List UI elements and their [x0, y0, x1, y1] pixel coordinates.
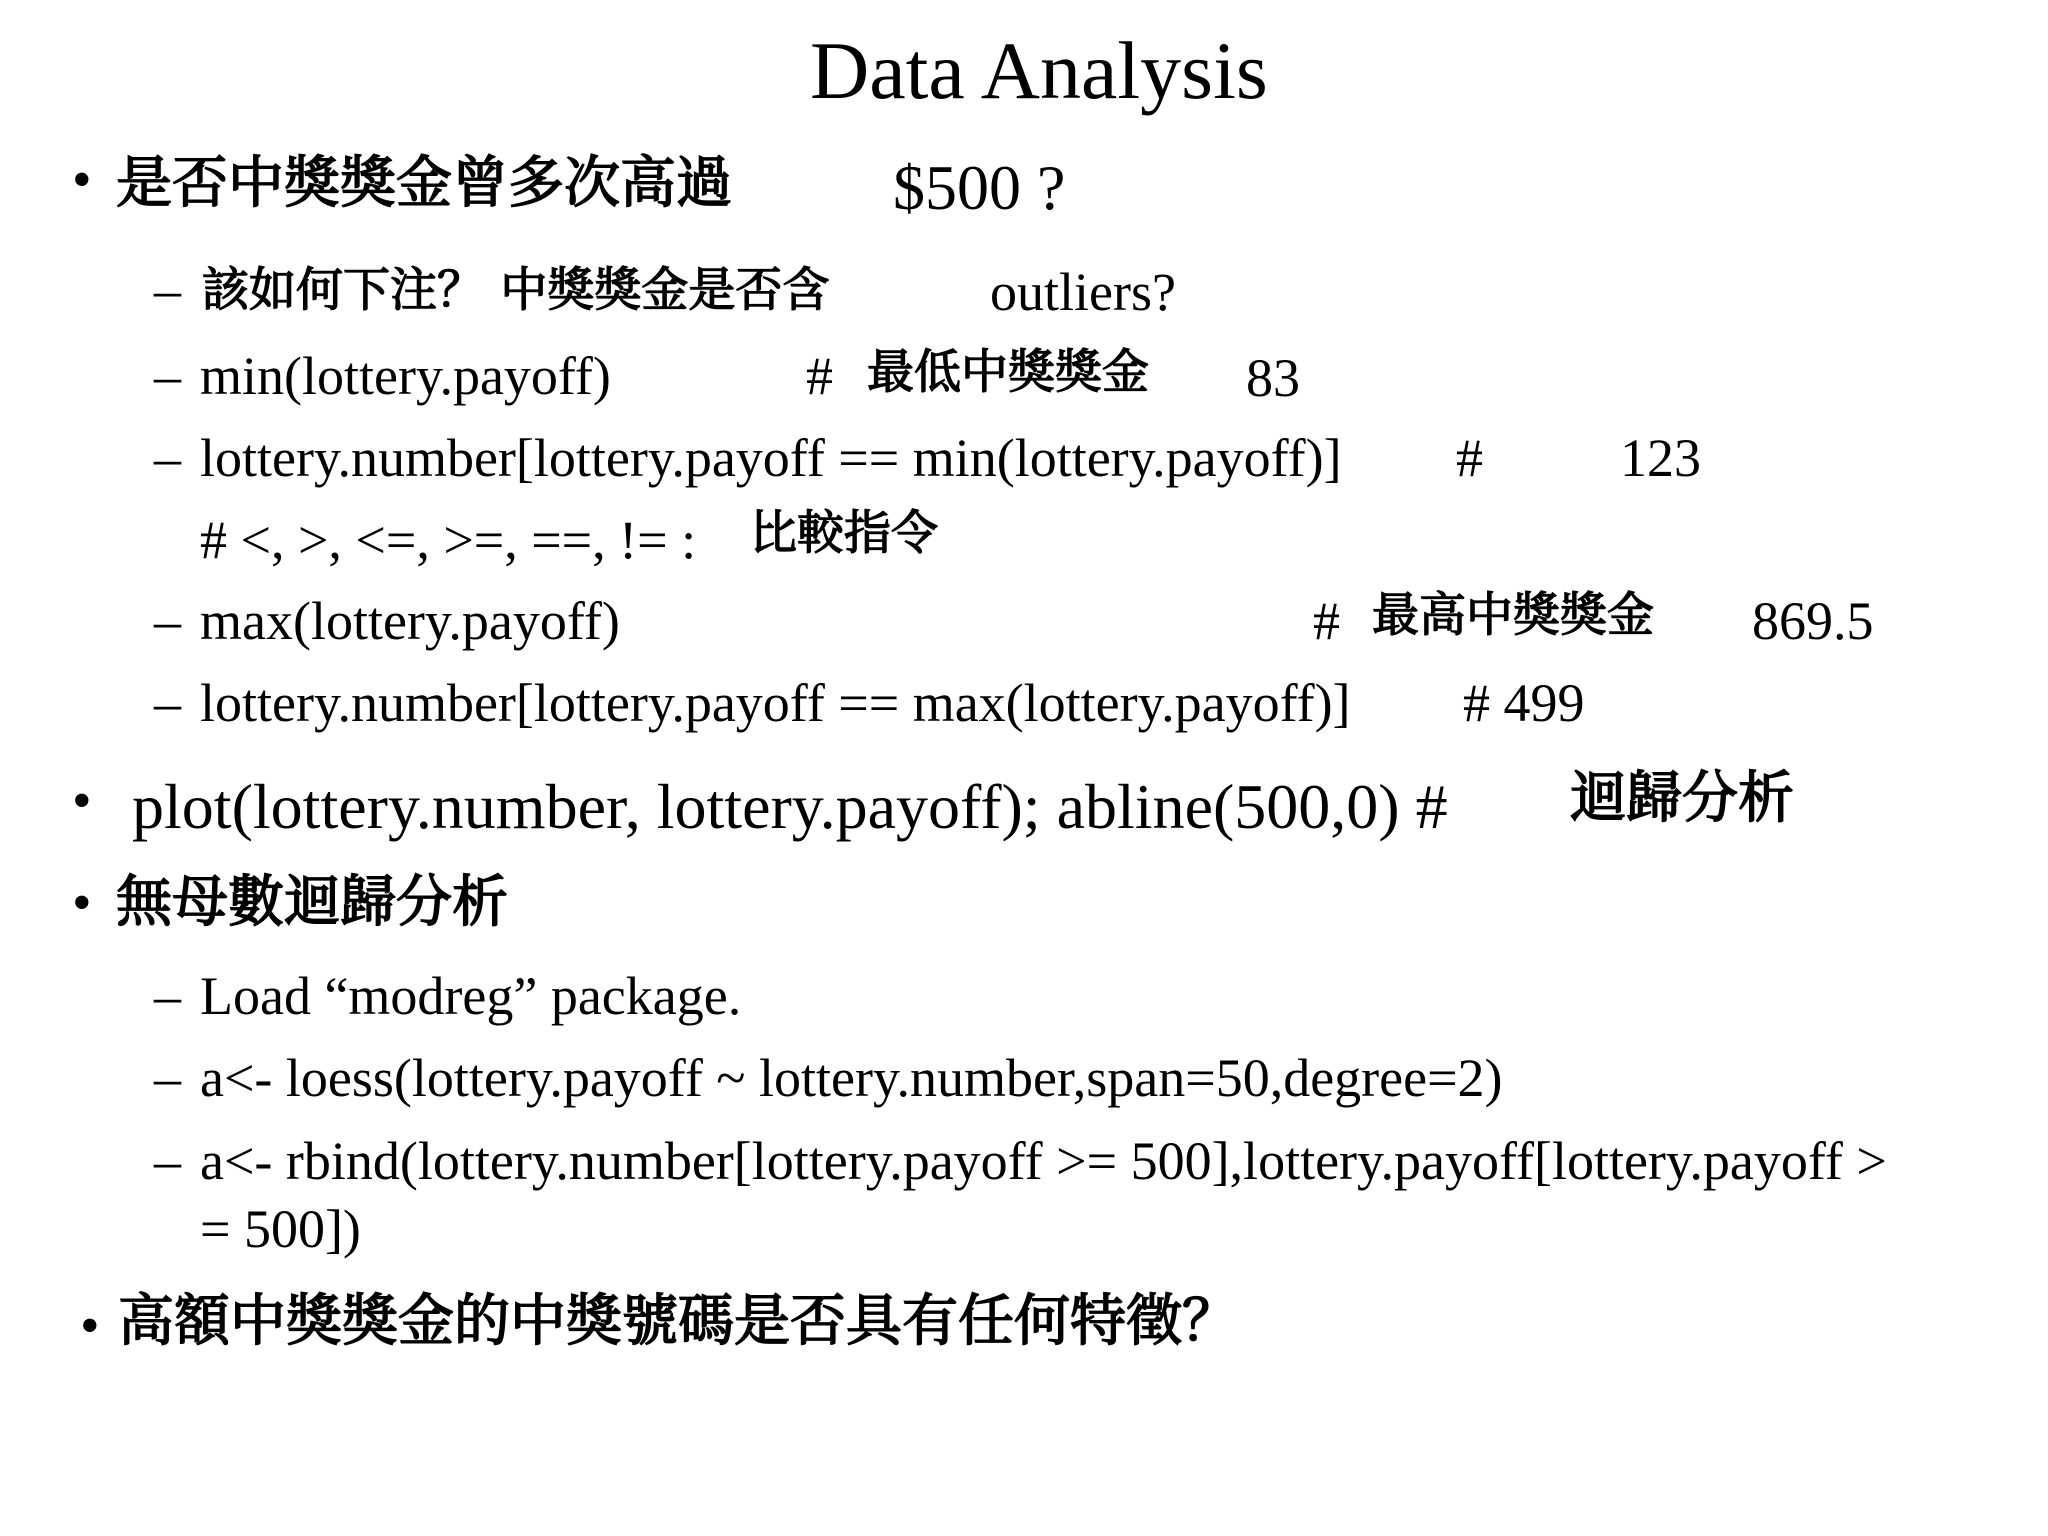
bullet-marker: • — [72, 770, 92, 832]
sub-1-cjk: 該如何下注？ 中獎獎金是否含 — [202, 263, 830, 318]
sub-4-value: 869.5 — [1752, 591, 1874, 651]
sub-load-package: Load “modreg” package. — [200, 966, 742, 1026]
sub-3-value: 123 — [1620, 428, 1701, 488]
dash-marker: – — [154, 1048, 181, 1108]
bullet-3-cjk: 無母數迴歸分析 — [116, 870, 508, 935]
dash-marker: – — [154, 966, 181, 1026]
bullet-4-cjk: 高額中獎獎金的中獎號碼是否具有任何特徵？ — [118, 1289, 1238, 1354]
sub-4-code: max(lottery.payoff) — [200, 591, 620, 651]
bullet-2-cjk: 迴歸分析 — [1570, 766, 1794, 831]
sub-loess: a<- loess(lottery.payoff ~ lottery.number,span=50,degree=2) — [200, 1048, 1503, 1108]
dash-marker: – — [154, 591, 181, 651]
dash-marker: – — [154, 1131, 181, 1191]
sub-2-hash: # — [806, 346, 833, 406]
bullet-2-code: plot(lottery.number, lottery.payoff); abline(500,0) # — [132, 771, 1448, 842]
dash-marker: – — [154, 673, 181, 733]
sub-2-cjk: 最低中獎獎金 — [867, 345, 1149, 400]
sub-1-latin: outliers? — [990, 262, 1176, 322]
dash-marker: – — [154, 428, 181, 488]
bullet-1-cjk: 是否中獎獎金曾多次高過 — [116, 151, 732, 216]
comparison-note: # <, >, <=, >=, ==, != : — [200, 510, 697, 570]
bullet-marker: • — [72, 149, 92, 211]
slide-title: Data Analysis — [810, 25, 1268, 116]
sub-rbind-line1: a<- rbind(lottery.number[lottery.payoff >= 500],lottery.payoff[lottery.payoff > — [200, 1131, 1887, 1191]
bullet-1-latin: $500 ? — [893, 152, 1066, 223]
sub-4-hash: # — [1313, 591, 1340, 651]
dash-marker: – — [154, 260, 181, 320]
sub-3-hash: # — [1456, 428, 1483, 488]
sub-2-code: min(lottery.payoff) — [200, 346, 611, 406]
sub-5-code: lottery.number[lottery.payoff == max(lottery.payoff)] — [200, 673, 1351, 733]
sub-3-code: lottery.number[lottery.payoff == min(lottery.payoff)] — [200, 428, 1342, 488]
sub-rbind-line2: = 500]) — [200, 1199, 361, 1259]
sub-5-comment: # 499 — [1463, 673, 1585, 733]
bullet-marker: • — [80, 1295, 100, 1357]
bullet-marker: • — [72, 872, 92, 934]
comparison-note-cjk: 比較指令 — [750, 506, 938, 561]
sub-2-value: 83 — [1246, 348, 1300, 408]
dash-marker: – — [154, 346, 181, 406]
sub-4-cjk: 最高中獎獎金 — [1372, 588, 1654, 643]
